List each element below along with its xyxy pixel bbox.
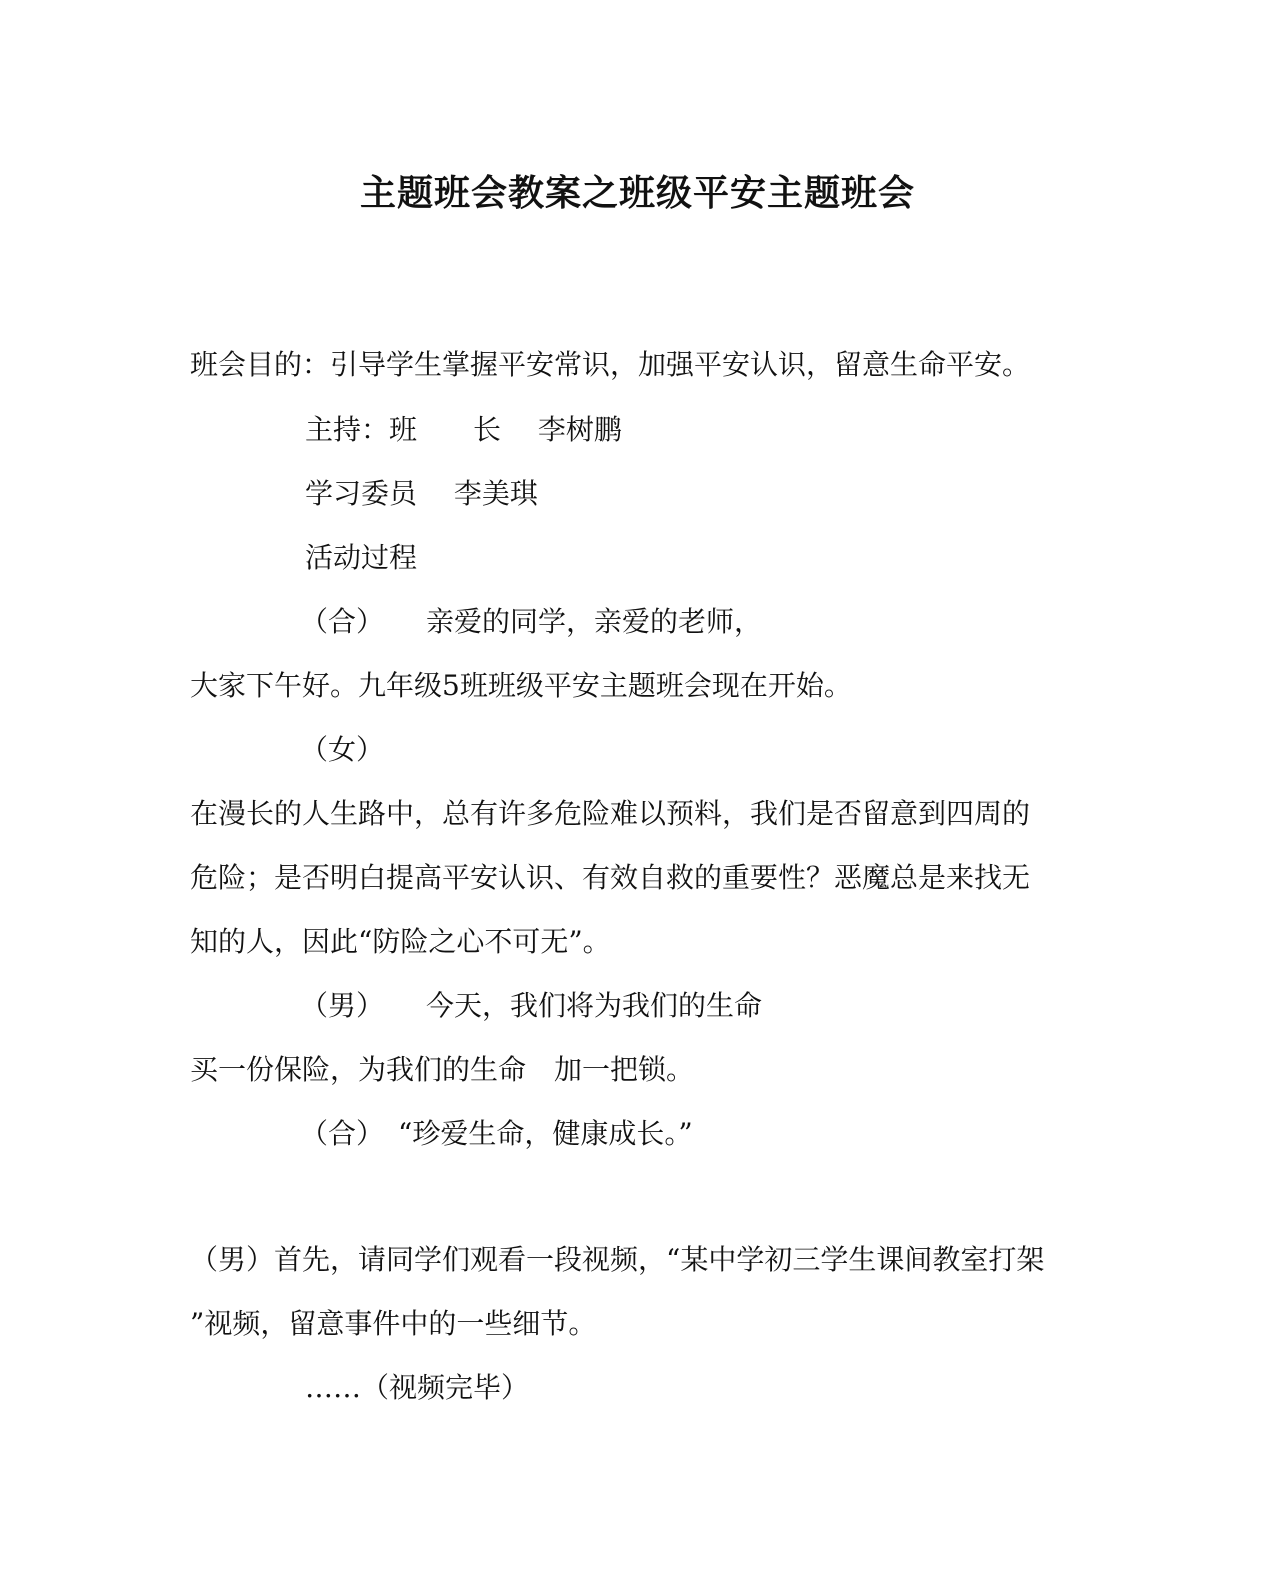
paragraph-purpose: 班会目的：引导学生掌握平安常识，加强平安认识，留意生命平安。	[190, 348, 1031, 381]
paragraph-male-1: （男） 今天，我们将为我们的生命	[300, 989, 763, 1022]
document-title: 主题班会教案之班级平安主题班会	[359, 172, 915, 214]
paragraph-body-2: 危险；是否明白提高平安认识、有效自救的重要性？恶魔总是来找无	[190, 861, 1031, 894]
paragraph-male-2: （男）首先，请同学们观看一段视频，“某中学初三学生课间教室打架	[190, 1243, 1045, 1276]
paragraph-video-end: ……（视频完毕）	[305, 1371, 530, 1404]
paragraph-video: ”视频，留意事件中的一些细节。	[190, 1307, 597, 1340]
paragraph-female: （女）	[300, 733, 385, 766]
paragraph-study-member: 学习委员 李美琪	[305, 477, 538, 510]
paragraph-together-2: （合） “珍爱生命，健康成长。”	[300, 1117, 693, 1150]
paragraph-greeting: 大家下午好。九年级5班班级平安主题班会现在开始。	[190, 669, 852, 702]
paragraph-activity: 活动过程	[305, 541, 418, 574]
paragraph-body-3: 知的人，因此“防险之心不可无”。	[190, 925, 611, 958]
paragraph-insurance: 买一份保险，为我们的生命 加一把锁。	[190, 1053, 695, 1086]
paragraph-host: 主持：班 长 李树鹏	[305, 413, 622, 446]
paragraph-body-1: 在漫长的人生路中，总有许多危险难以预料，我们是否留意到四周的	[190, 797, 1031, 830]
paragraph-together-1: （合） 亲爱的同学，亲爱的老师，	[300, 605, 763, 638]
